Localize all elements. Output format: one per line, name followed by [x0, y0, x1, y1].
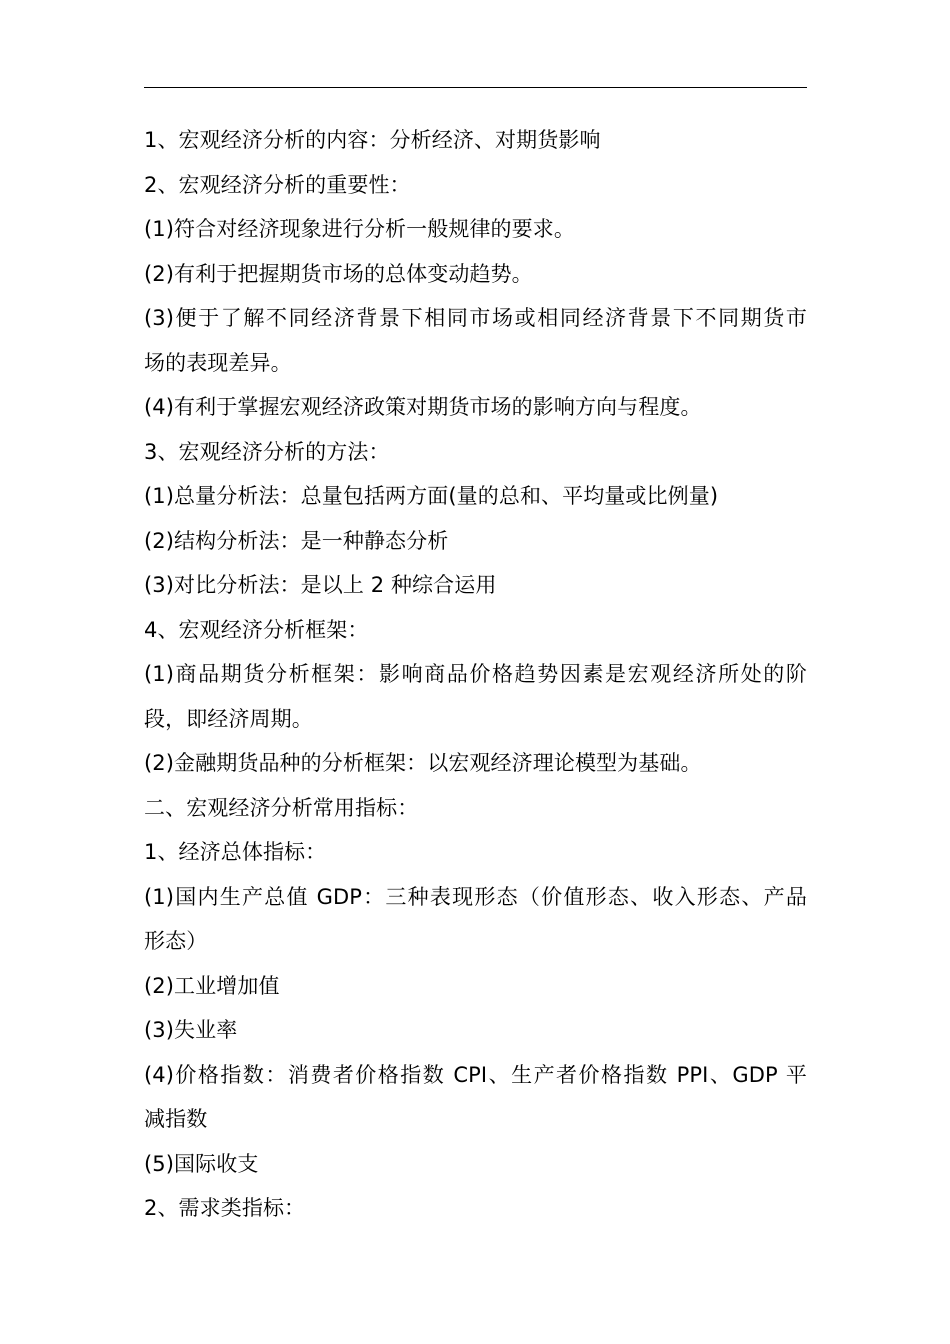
text-line: 2、宏观经济分析的重要性： [144, 172, 411, 197]
text-line: 3、宏观经济分析的方法： [144, 439, 390, 464]
text-line: (4)价格指数：消费者价格指数 CPI、生产者价格指数 PPI、GDP 平 [144, 1062, 807, 1087]
text-line: (5)国际收支 [144, 1151, 259, 1176]
text-line: 场的表现差异。 [144, 350, 292, 375]
text-line: (3)对比分析法：是以上 2 种综合运用 [144, 573, 497, 597]
document-body [144, 118, 807, 1231]
text-line: (1)符合对经济现象进行分析一般规律的要求。 [144, 217, 575, 241]
header-rule [144, 87, 807, 88]
text-line: 二、宏观经济分析常用指标： [144, 795, 419, 820]
text-line: (2)工业增加值 [144, 973, 280, 998]
text-line: 1、经济总体指标： [144, 840, 327, 864]
text-line: 形态） [144, 929, 208, 953]
text-line: (1)总量分析法：总量包括两方面(量的总和、平均量或比例量) [144, 484, 719, 508]
text-line: (1)商品期货分析框架：影响商品价格趋势因素是宏观经济所处的阶 [144, 662, 807, 686]
text-line: (2)金融期货品种的分析框架：以宏观经济理论模型为基础。 [144, 751, 702, 775]
text-line: (3)失业率 [144, 1018, 238, 1042]
text-line: (4)有利于掌握宏观经济政策对期货市场的影响方向与程度。 [144, 395, 702, 419]
text-line: (2)结构分析法：是一种静态分析 [144, 528, 449, 553]
text-line: (1)国内生产总值 GDP：三种表现形态（价值形态、收入形态、产品 [144, 884, 807, 909]
text-line: 段，即经济周期。 [144, 706, 313, 731]
text-line: 1、宏观经济分析的内容：分析经济、对期货影响 [144, 128, 601, 152]
text-line: 减指数 [144, 1107, 208, 1131]
text-line: (3)便于了解不同经济背景下相同市场或相同经济背景下不同期货市 [144, 306, 807, 330]
text-line: (2)有利于把握期货市场的总体变动趋势。 [144, 261, 533, 286]
text-line: 4、宏观经济分析框架： [144, 617, 369, 642]
text-line: 2、需求类指标： [144, 1196, 306, 1220]
